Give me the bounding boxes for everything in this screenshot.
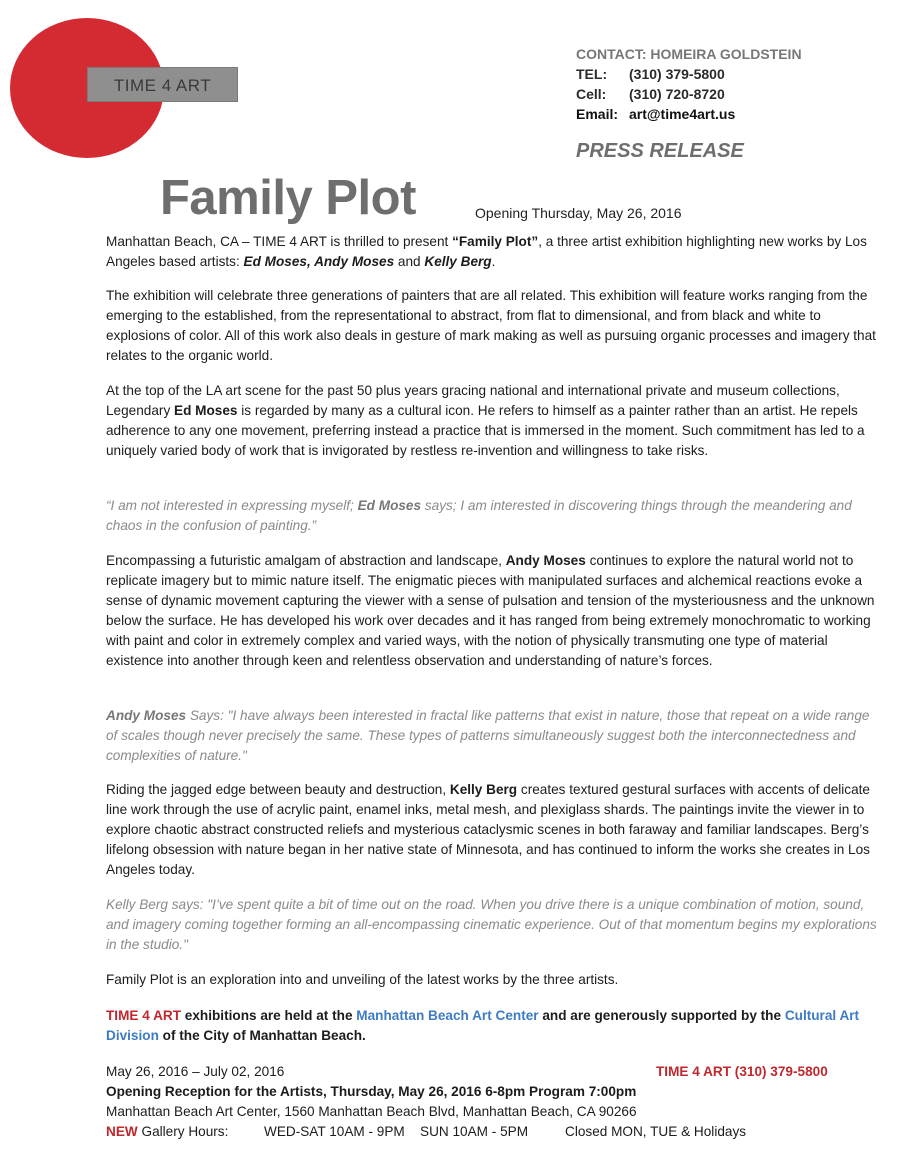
new-badge: NEW — [106, 1124, 138, 1139]
email-link[interactable]: art@time4art.us — [629, 106, 736, 122]
contact-label: CONTACT: — [576, 46, 647, 62]
cell-value[interactable]: (310) 720-8720 — [629, 86, 725, 102]
contact-row — [576, 44, 876, 64]
footer-reception-row — [106, 1082, 886, 1102]
artist-kelly-berg: Kelly Berg — [424, 254, 492, 269]
footer-address-row — [106, 1102, 886, 1122]
artist-name: Andy Moses — [505, 553, 586, 568]
closing-paragraph: Family Plot is an exploration into and unveiling of the latest works by the three artists. — [106, 972, 619, 987]
ed-moses-quote — [106, 496, 882, 536]
email-label: Email: — [576, 106, 619, 122]
exhibition-dates: May 26, 2016 – July 02, 2016 — [106, 1064, 285, 1079]
tel-label: TEL: — [576, 66, 608, 82]
kelly-berg-quote: Kelly Berg says: "I’ve spent quite a bit of time out on the road. When you drive there is a unique combination of motion, sound, and imagery coming together forming an all-encompassing cinematic experience. Out of that momentum begins my explorations in the studio." — [106, 897, 877, 952]
text-span: , — [307, 254, 315, 269]
sponsor-paragraph — [106, 1006, 882, 1046]
artist-name: Kelly Berg — [449, 782, 518, 797]
cultural-division-link[interactable]: Cultural Art Division — [106, 1008, 860, 1043]
cell-row — [576, 84, 876, 104]
text-span: “I am not interested in expressing myself; — [106, 498, 358, 513]
reception-info: Opening Reception for the Artists, Thursday, May 26, 2016 6-8pm Program 7:00pm — [106, 1084, 637, 1099]
artist-andy-moses: Andy Moses — [314, 254, 395, 269]
text-span: is regarded by many as a cultural icon. He refers to himself as a painter rather than an artist. He repels adherence to any one movement, preferring instead a practice that is immersed in the moment. Such commitment has led to a uniquely varied body of work that is invigorated by restless re-invention and willingness to take risks. — [106, 403, 865, 458]
art-center-link[interactable]: Manhattan Beach Art Center — [356, 1008, 539, 1023]
page-title: Family Plot — [160, 171, 416, 225]
ed-moses-paragraph — [106, 381, 882, 461]
hours-sun: SUN 10AM - 5PM — [420, 1124, 529, 1139]
footer-hours-row — [106, 1122, 886, 1142]
kelly-berg-paragraph — [106, 780, 882, 880]
andy-moses-quote — [106, 706, 882, 766]
address: Manhattan Beach Art Center, 1560 Manhattan Beach Blvd, Manhattan Beach, CA 90266 — [106, 1104, 637, 1119]
logo: TIME 4 ART — [87, 67, 238, 102]
text-span: exhibitions are held at the — [181, 1008, 357, 1023]
contact-block — [576, 44, 876, 124]
intro-paragraph — [106, 232, 882, 272]
hours-closed: Closed MON, TUE & Holidays — [565, 1124, 747, 1139]
text-span: . — [491, 254, 496, 269]
contact-name: HOMEIRA GOLDSTEIN — [650, 46, 802, 62]
footer-phone[interactable]: TIME 4 ART (310) 379-5800 — [656, 1064, 828, 1079]
hours-label — [106, 1122, 228, 1142]
artist-name: Ed Moses — [357, 498, 422, 513]
artist-ed-moses: Ed Moses — [243, 254, 307, 269]
text-span: continues to explore the natural world not to replicate imagery but to mimic nature itself. The enigmatic pieces with manipulated surfaces and alchemical reactions evoke a sense of dynamic movement capturing the viewer with a sense of pulsation and tension of the mysteriousness and the unknown below the surface. He has developed his work over decades and it has ranged from being extremely monochromatic to working with paint and color in extremely complex and varied ways, with the notion of physically transmuting one type of material existence into another through keen and relentless observation and understanding of nature’s forces. — [106, 553, 875, 668]
text-span: Manhattan Beach, CA – TIME 4 ART is thrilled to present — [106, 234, 453, 249]
text-span: and are generously supported by the — [538, 1008, 785, 1023]
text-span: , a three artist exhibition highlighting new works by Los Angeles based artists: — [106, 234, 867, 269]
opening-date: Opening Thursday, May 26, 2016 — [475, 205, 682, 221]
text-span: Says: "I have always been interested in fractal like patterns that exist in nature, those that repeat on a wide range of scales though never precisely the same. These types of patterns simultaneously suggest both the interconnectedness and complexities of nature." — [106, 708, 870, 763]
artist-name: Ed Moses — [174, 403, 238, 418]
text-span: says; I am interested in discovering things through the meandering and chaos in the confusion of painting.” — [106, 498, 852, 533]
brand-name: TIME 4 ART — [106, 1008, 182, 1023]
tel-value[interactable]: (310) 379-5800 — [629, 66, 725, 82]
text-span: of the City of Manhattan Beach. — [158, 1028, 366, 1043]
text-span: and — [394, 254, 425, 269]
footer-dates-row — [106, 1062, 886, 1082]
andy-moses-paragraph — [106, 551, 882, 671]
press-release-heading: PRESS RELEASE — [576, 140, 744, 162]
exhibition-name: “Family Plot” — [452, 234, 539, 249]
hours-wed-sat: WED-SAT 10AM - 9PM — [264, 1124, 405, 1139]
text-span: Riding the jagged edge between beauty and destruction, — [106, 782, 450, 797]
cell-label: Cell: — [576, 86, 607, 102]
tel-row — [576, 64, 876, 84]
text-span: Encompassing a futuristic amalgam of abstraction and landscape, — [106, 553, 506, 568]
text-span: At the top of the LA art scene for the past 50 plus years gracing national and international private and museum collections, Legendary — [106, 383, 840, 418]
text-span: Gallery Hours: — [137, 1124, 229, 1139]
text-span: creates textured gestural surfaces with accents of delicate line work through the use of acrylic paint, enamel inks, metal mesh, and plexiglass shards. The paintings invite the viewer in to explore chaotic abstract constructed reliefs and mysterious cataclysmic scenes in both faraway and familiar landscapes. Berg’s lifelong obsession with nature began in her native state of Minnesota, and has continued to inform the works she creates in Los Angeles today. — [106, 782, 870, 877]
email-row — [576, 104, 876, 124]
artist-name: Andy Moses — [106, 708, 187, 723]
exhibition-paragraph: The exhibition will celebrate three generations of painters that are all related. This exhibition will feature works ranging from the emerging to the established, from the representational to abstract, from flat to dimensional, and from black and white to explosions of color. All of this work also deals in gesture of mark making as well as pursuing organic processes and imagery that relates to the organic world. — [106, 288, 876, 363]
